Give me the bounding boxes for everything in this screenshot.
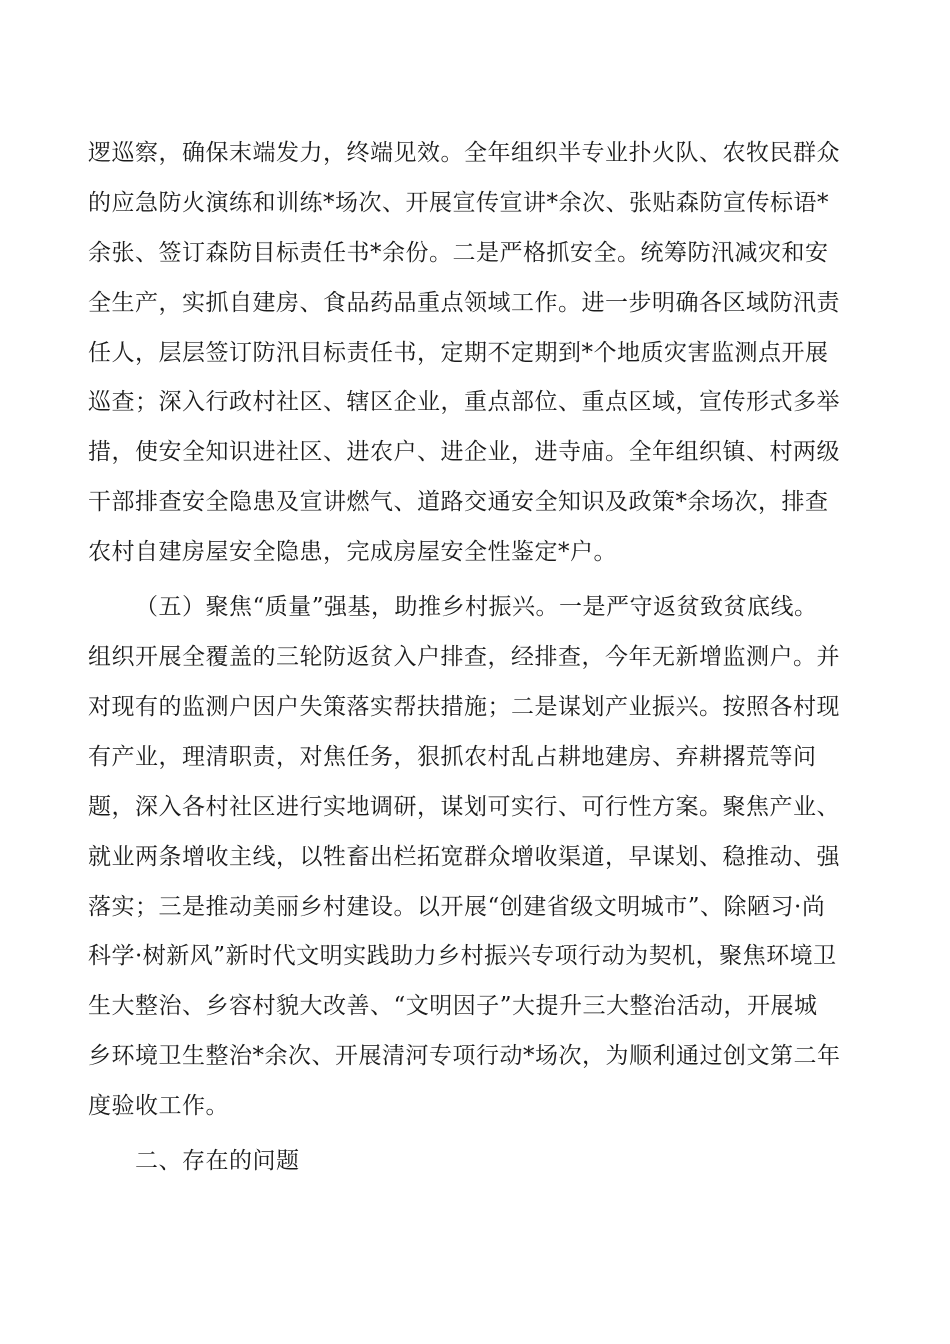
paragraph-line: 逻巡察，确保末端发力，终端见效。全年组织半专业扑火队、农牧民群众 [88,140,840,166]
paragraph-line: 就业两条增收主线，以牲畜出栏拓宽群众增收渠道，早谋划、稳推动、强 [88,844,840,870]
paragraph-line: 的应急防火演练和训练*场次、开展宣传宣讲*余次、张贴森防宣传标语* [88,190,829,216]
paragraph-line: 组织开展全覆盖的三轮防返贫入户排查，经排查，今年无新增监测户。并 [88,644,840,670]
section-heading-line: （五）聚焦“质量”强基，助推乡村振兴。一是严守返贫致贫底线。 [135,594,818,620]
section-title: 二、存在的问题 [135,1148,300,1174]
paragraph-line: 任人，层层签订防汛目标责任书，定期不定期到*个地质灾害监测点开展 [88,340,829,366]
paragraph-line: 有产业，理清职责，对焦任务，狠抓农村乱占耕地建房、弃耕撂荒等问 [88,744,817,770]
paragraph-line: 度验收工作。 [88,1093,229,1119]
paragraph-line: 科学·树新风”新时代文明实践助力乡村振兴专项行动为契机，聚焦环境卫 [88,943,837,969]
paragraph-line: 农村自建房屋安全隐患，完成房屋安全性鉴定*户。 [88,539,617,565]
paragraph-line: 落实；三是推动美丽乡村建设。以开展“创建省级文明城市”、除陋习·尚 [88,894,826,920]
paragraph-line: 措，使安全知识进社区、进农户、进企业，进寺庙。全年组织镇、村两级 [88,439,840,465]
paragraph-line: 生大整治、乡容村貌大改善、“文明因子”大提升三大整治活动，开展城 [88,993,818,1019]
paragraph-line: 干部排查安全隐患及宣讲燃气、道路交通安全知识及政策*余场次，排查 [88,489,829,515]
paragraph-line: 对现有的监测户因户失策落实帮扶措施；二是谋划产业振兴。按照各村现 [88,694,840,720]
paragraph-line: 题，深入各村社区进行实地调研，谋划可实行、可行性方案。聚焦产业、 [88,794,840,820]
paragraph-line: 乡环境卫生整治*余次、开展清河专项行动*场次，为顺利通过创文第二年 [88,1043,841,1069]
paragraph-line: 余张、签订森防目标责任书*余份。二是严格抓安全。统筹防汛减灾和安 [88,240,829,266]
paragraph-line: 全生产，实抓自建房、食品药品重点领域工作。进一步明确各区域防汛责 [88,290,840,316]
paragraph-line: 巡查；深入行政村社区、辖区企业，重点部位、重点区域，宣传形式多举 [88,389,840,415]
